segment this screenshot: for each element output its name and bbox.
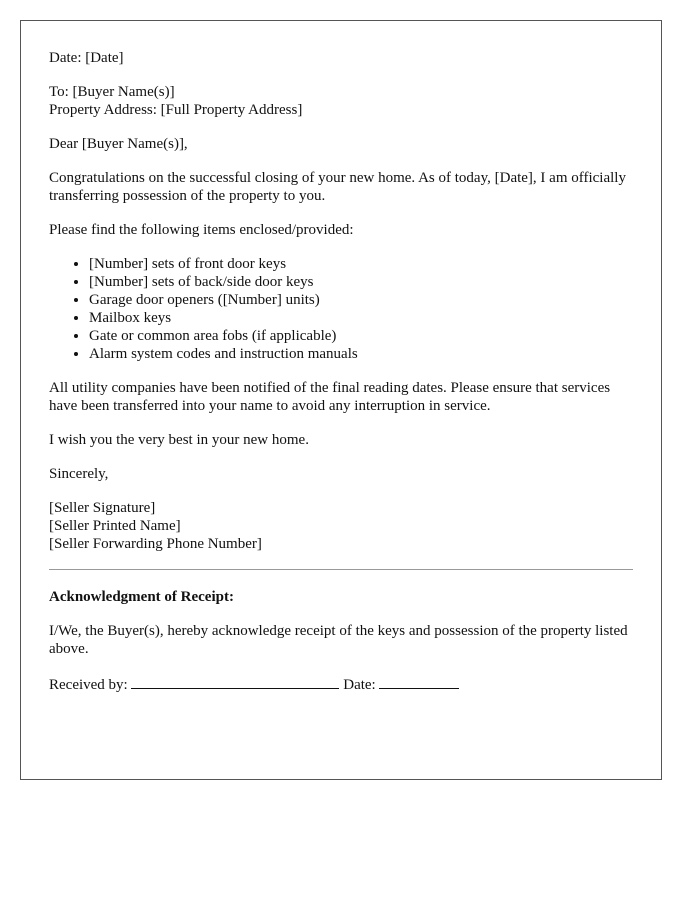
acknowledgment-heading: Acknowledgment of Receipt: (49, 589, 234, 605)
signature-block (49, 499, 633, 553)
seller-phone: [Seller Forwarding Phone Number] (49, 536, 262, 552)
recipient-block (49, 83, 633, 119)
seller-printed-name: [Seller Printed Name] (49, 518, 181, 534)
letter-document (20, 20, 662, 780)
date-line: Date: [Date] (49, 50, 124, 66)
to-line: To: [Buyer Name(s)] (49, 84, 175, 100)
intro-paragraph: Congratulations on the successful closing of your new home. As of today, [Date], I am officially transferring possession of the property to you. (49, 170, 626, 204)
property-address-line: Property Address: [Full Property Address] (49, 102, 303, 118)
acknowledgment-text: I/We, the Buyer(s), hereby acknowledge receipt of the keys and possession of the property listed above. (49, 623, 628, 657)
list-item: • [Number] sets of front door keys (89, 255, 633, 273)
salutation: Dear [Buyer Name(s)], (49, 136, 188, 152)
date-signature-line (379, 674, 459, 689)
list-item: • Mailbox keys (89, 309, 633, 327)
date-label: Date: (343, 677, 376, 693)
list-item: • Gate or common area fobs (if applicable) (89, 327, 633, 345)
list-item: • [Number] sets of back/side door keys (89, 273, 633, 291)
items-intro: Please find the following items enclosed/provided: (49, 222, 354, 238)
received-line (49, 674, 633, 694)
list-item: • Alarm system codes and instruction manuals (89, 345, 633, 363)
received-by-signature-line (131, 674, 339, 689)
section-divider (49, 569, 633, 570)
items-list (49, 255, 633, 363)
valediction: Sincerely, (49, 466, 109, 482)
received-by-label: Received by: (49, 677, 128, 693)
wish-paragraph: I wish you the very best in your new home. (49, 432, 309, 448)
utilities-paragraph: All utility companies have been notified of the final reading dates. Please ensure that services have been transferred into your name to avoid any interruption in service. (49, 380, 611, 414)
seller-signature: [Seller Signature] (49, 500, 156, 516)
list-item: • Garage door openers ([Number] units) (89, 291, 633, 309)
